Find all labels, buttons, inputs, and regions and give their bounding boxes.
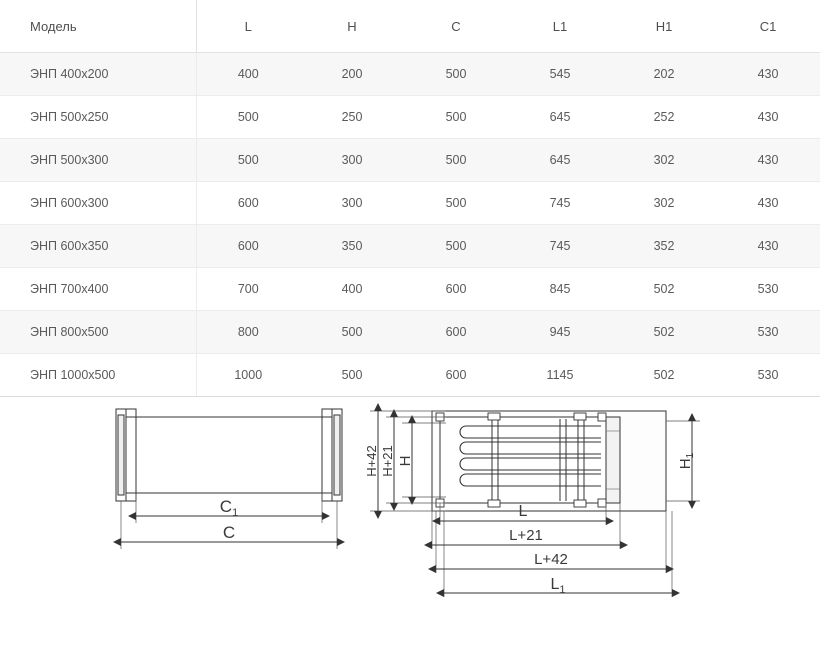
cell-l1: 945: [508, 311, 612, 354]
dim-label-h: H: [397, 455, 414, 467]
cell-h: 250: [300, 96, 404, 139]
cell-h: 500: [300, 354, 404, 397]
cell-h1: 502: [612, 311, 716, 354]
cell-l: 500: [196, 139, 300, 182]
cell-l1: 1145: [508, 354, 612, 397]
cell-c: 600: [404, 268, 508, 311]
cell-l: 1000: [196, 354, 300, 397]
dim-label-l-plus-42: L+42: [534, 551, 568, 568]
column-header-h: H: [300, 0, 404, 53]
cell-l1: 745: [508, 225, 612, 268]
table-row: [0, 268, 820, 311]
dim-label-l-plus-21: L+21: [509, 527, 543, 544]
cell-model: ЭНП 1000х500: [0, 354, 196, 397]
cell-c1: 430: [716, 182, 820, 225]
cell-c: 500: [404, 225, 508, 268]
table-row: [0, 53, 820, 96]
cell-h1: 202: [612, 53, 716, 96]
cell-model: ЭНП 400х200: [0, 53, 196, 96]
table-row: [0, 354, 820, 397]
cell-c1: 430: [716, 139, 820, 182]
cell-l: 700: [196, 268, 300, 311]
cell-c1: 530: [716, 354, 820, 397]
column-header-l: L: [196, 0, 300, 53]
cell-h: 400: [300, 268, 404, 311]
cell-model: ЭНП 600х350: [0, 225, 196, 268]
cell-c: 500: [404, 53, 508, 96]
front-view-drawing: [370, 411, 700, 597]
table-row: [0, 225, 820, 268]
table-body: [0, 53, 820, 397]
cell-h1: 502: [612, 268, 716, 311]
cell-model: ЭНП 700х400: [0, 268, 196, 311]
cell-model: ЭНП 800х500: [0, 311, 196, 354]
cell-l: 800: [196, 311, 300, 354]
dim-label-l1: $L_1$: [550, 576, 566, 596]
table-row: [0, 311, 820, 354]
cell-l: 600: [196, 182, 300, 225]
cell-l: 600: [196, 225, 300, 268]
column-header-c: C: [404, 0, 508, 53]
cell-c: 500: [404, 139, 508, 182]
table-row: [0, 182, 820, 225]
cell-l1: 845: [508, 268, 612, 311]
cell-h: 200: [300, 53, 404, 96]
dim-label-c: C: [222, 523, 236, 542]
cell-h1: 352: [612, 225, 716, 268]
dim-label-l: L: [518, 503, 528, 520]
cell-h: 350: [300, 225, 404, 268]
cell-c1: 430: [716, 225, 820, 268]
cell-model: ЭНП 500х250: [0, 96, 196, 139]
dim-label-h-plus-42: H+42: [364, 445, 379, 477]
cell-l: 500: [196, 96, 300, 139]
cell-c1: 530: [716, 268, 820, 311]
cell-h1: 502: [612, 354, 716, 397]
cell-l1: 545: [508, 53, 612, 96]
table-row: [0, 96, 820, 139]
cell-model: ЭНП 600х300: [0, 182, 196, 225]
table-header: [0, 0, 820, 53]
cell-c1: 530: [716, 311, 820, 354]
dim-label-h1: $H_1$: [677, 452, 696, 470]
column-header-model: Модель: [0, 0, 196, 53]
table-row: [0, 139, 820, 182]
cell-c1: 430: [716, 96, 820, 139]
column-header-l1: L1: [508, 0, 612, 53]
dim-label-h-plus-21: H+21: [380, 445, 395, 477]
cell-c: 600: [404, 311, 508, 354]
table-header-row: [0, 0, 820, 53]
cell-h: 300: [300, 139, 404, 182]
dim-label-c1: $C_1$: [219, 497, 239, 519]
column-header-c1: C1: [716, 0, 820, 53]
technical-drawing: [0, 397, 820, 647]
cell-c: 600: [404, 354, 508, 397]
cell-c: 500: [404, 96, 508, 139]
cell-h1: 252: [612, 96, 716, 139]
cell-h1: 302: [612, 182, 716, 225]
cell-model: ЭНП 500х300: [0, 139, 196, 182]
cell-l1: 645: [508, 139, 612, 182]
cell-h: 300: [300, 182, 404, 225]
cell-c1: 430: [716, 53, 820, 96]
cell-h1: 302: [612, 139, 716, 182]
column-header-h1: H1: [612, 0, 716, 53]
cell-l1: 745: [508, 182, 612, 225]
cell-l: 400: [196, 53, 300, 96]
cell-h: 500: [300, 311, 404, 354]
cell-l1: 645: [508, 96, 612, 139]
cell-c: 500: [404, 182, 508, 225]
